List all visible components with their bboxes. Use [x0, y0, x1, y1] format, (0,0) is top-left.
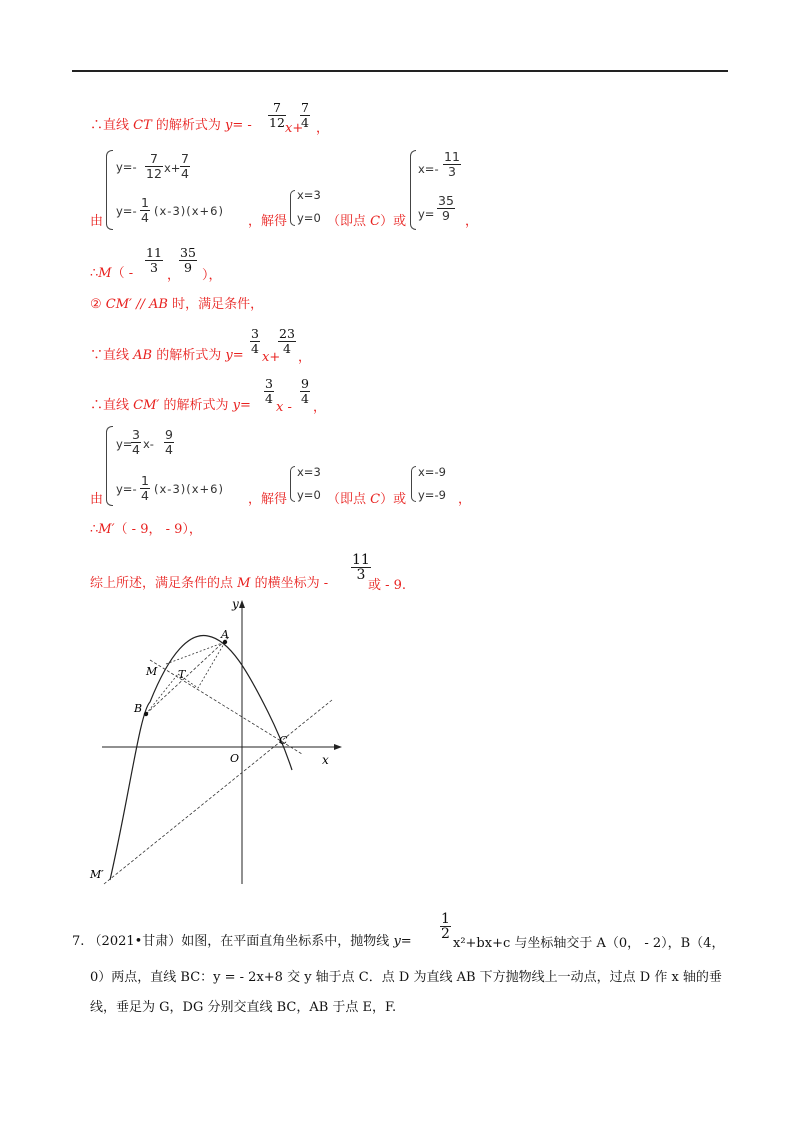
- denominator: 3: [356, 567, 366, 583]
- text: （即点: [327, 214, 371, 229]
- text: y=-: [116, 204, 137, 218]
- text: y=-: [116, 482, 137, 496]
- fraction: [140, 474, 150, 503]
- fraction: [164, 428, 174, 457]
- denominator: 4: [282, 341, 291, 356]
- label-o: O: [230, 752, 240, 765]
- problem-7-line-1: [72, 934, 412, 950]
- line-at: [198, 642, 225, 688]
- text: y=: [393, 934, 412, 949]
- denominator: 12: [146, 166, 162, 181]
- text: [327, 214, 406, 230]
- label-c: C: [279, 734, 288, 747]
- text: 由: [90, 492, 104, 507]
- text: y=-: [116, 160, 137, 174]
- numerator: 9: [165, 427, 173, 442]
- denominator: 4: [301, 115, 309, 130]
- text: C: [370, 492, 381, 507]
- text: 时，满足条件，: [167, 297, 264, 312]
- text: y=: [232, 398, 251, 413]
- numerator: 35: [438, 193, 454, 208]
- numerator: 35: [180, 245, 196, 260]
- numerator: 7: [145, 152, 163, 167]
- text: // AB: [136, 297, 168, 312]
- system-brace: [106, 426, 113, 506]
- ab-expression-line: [90, 348, 244, 364]
- label-mprime: M′: [90, 868, 104, 881]
- text: ∴直线: [90, 118, 134, 133]
- text: 的解析式为: [159, 398, 233, 413]
- point-m-line: [90, 266, 133, 282]
- text: （2021•甘肃）如图，在平面直角坐标系中，抛物线: [88, 934, 394, 949]
- text: ②: [90, 297, 102, 312]
- cm-expression-line: [90, 398, 251, 414]
- text: ，: [465, 214, 479, 229]
- point-mprime-line: [90, 522, 202, 538]
- solution: y=0: [297, 488, 321, 502]
- fraction: [145, 246, 163, 275]
- parabola-figure: [80, 592, 350, 892]
- text: x+: [285, 121, 304, 136]
- system-brace: [411, 466, 416, 502]
- text: ，: [167, 268, 181, 283]
- label-y: y: [232, 597, 239, 611]
- line-ma: [166, 642, 225, 664]
- solution: x=-9: [418, 465, 446, 479]
- fraction: [140, 196, 150, 225]
- system-brace: [410, 150, 416, 230]
- fraction: [180, 152, 190, 181]
- x-axis-arrow-icon: [334, 744, 342, 750]
- denominator: 9: [183, 260, 192, 275]
- numerator: 3: [265, 376, 273, 391]
- text: 的解析式为: [151, 118, 226, 133]
- text: ∵直线: [90, 348, 134, 363]
- denominator: 12: [269, 115, 285, 130]
- point-b: [144, 712, 148, 716]
- fraction: [179, 246, 197, 275]
- solution: x=-: [418, 162, 439, 176]
- system-brace: [290, 466, 295, 502]
- numerator: 7: [181, 151, 189, 166]
- text: CM′: [133, 398, 160, 413]
- text: ，: [458, 492, 472, 507]
- denominator: 4: [265, 391, 273, 406]
- text: 由: [90, 214, 104, 229]
- line-bt: [146, 674, 178, 714]
- numerator: 3: [251, 326, 259, 341]
- text: ∴: [90, 266, 99, 281]
- text: x+: [262, 350, 281, 365]
- text: 综上所述，满足条件的点: [90, 576, 238, 591]
- denominator: 4: [141, 488, 149, 503]
- text: 的解析式为: [152, 348, 226, 363]
- fraction: [131, 428, 141, 457]
- text: ，解得: [248, 492, 288, 507]
- text: C: [370, 214, 381, 229]
- text: y= -: [225, 118, 252, 133]
- system-equation: [116, 160, 137, 174]
- denominator: 4: [301, 391, 309, 406]
- fraction: [268, 101, 286, 130]
- solution: y=0: [297, 211, 321, 225]
- denominator: 4: [181, 166, 189, 181]
- numerator: 23: [279, 326, 295, 341]
- problem-7-line-2: 0）两点，直线 BC：y = - 2x+8 交 y 轴于点 C．点 D 为直线 AB 下方抛物线上一动点，过点 D 作 x 轴的垂: [90, 970, 722, 985]
- solution: x=3: [297, 465, 321, 479]
- numerator: 1: [141, 473, 149, 488]
- numerator: 7: [268, 101, 286, 116]
- numerator: 11: [146, 245, 162, 260]
- parabola-curve: [110, 636, 292, 880]
- text: y=: [225, 348, 244, 363]
- numerator: 1: [441, 911, 450, 927]
- solution: y=: [418, 207, 435, 221]
- text: M: [98, 266, 112, 281]
- denominator: 2: [441, 926, 450, 942]
- text: M: [237, 576, 251, 591]
- text: x-: [143, 437, 154, 451]
- system-brace: [106, 150, 113, 230]
- numerator: 7: [301, 100, 309, 115]
- fraction: [440, 912, 451, 941]
- text: ），: [202, 268, 222, 283]
- solution: y=-9: [418, 488, 446, 502]
- fraction: [300, 377, 310, 406]
- text: 的横坐标为 -: [250, 576, 329, 591]
- text: ，: [313, 400, 327, 415]
- denominator: 3: [447, 164, 456, 179]
- fraction: [250, 327, 260, 356]
- text: AB: [133, 348, 153, 363]
- numerator: 11: [352, 552, 370, 568]
- text: x -: [276, 400, 292, 415]
- text: ∴直线: [90, 398, 134, 413]
- label-b: B: [134, 702, 143, 715]
- text: [327, 492, 406, 508]
- line-cm-prime: [104, 700, 332, 884]
- text: ）或: [380, 214, 407, 229]
- numerator: 1: [141, 195, 149, 210]
- label-x: x: [322, 753, 329, 767]
- header-rule: [72, 70, 728, 72]
- text: x²+bx+c 与坐标轴交于 A（0， - 2），B（4，: [453, 936, 725, 951]
- summary-line: [90, 576, 328, 592]
- numerator: 3: [132, 427, 140, 442]
- system-brace: [290, 190, 295, 226]
- fraction: [278, 327, 296, 356]
- denominator: 4: [132, 442, 140, 457]
- numerator: 9: [301, 376, 309, 391]
- text: ，解得: [248, 214, 288, 229]
- line-ab: [146, 636, 230, 714]
- label-m: M: [146, 665, 158, 678]
- text: （即点: [327, 492, 371, 507]
- label-t: T: [178, 668, 186, 681]
- fraction: [437, 194, 455, 223]
- text: ）或: [380, 492, 407, 507]
- text: ，: [298, 350, 312, 365]
- text: y=: [116, 437, 133, 451]
- text: x+: [164, 161, 181, 175]
- text: CM′: [101, 297, 137, 312]
- fraction: [264, 377, 274, 406]
- denominator: 3: [149, 260, 158, 275]
- text: CT: [133, 118, 152, 133]
- text: M′: [98, 522, 115, 537]
- fraction: [443, 150, 461, 179]
- text: 或 - 9.: [368, 578, 407, 593]
- fraction: [145, 152, 163, 181]
- denominator: 9: [441, 208, 450, 223]
- text: （ - 9， - 9），: [114, 522, 202, 537]
- text: ∴: [90, 522, 99, 537]
- text: (x-3)(x+6): [154, 204, 224, 218]
- fraction: [300, 101, 310, 130]
- y-axis-arrow-icon: [239, 600, 245, 608]
- denominator: 4: [251, 341, 259, 356]
- denominator: 4: [165, 442, 173, 457]
- ct-expression-line: [90, 118, 252, 134]
- solution: x=3: [297, 188, 321, 202]
- text: ，: [316, 121, 330, 136]
- problem-7-line-3: 线，垂足为 G，DG 分别交直线 BC，AB 于点 E，F.: [90, 1000, 397, 1015]
- problem-number: 7.: [72, 934, 85, 949]
- text: （ -: [111, 266, 134, 281]
- numerator: 11: [444, 149, 460, 164]
- text: (x-3)(x+6): [154, 482, 224, 496]
- denominator: 4: [141, 210, 149, 225]
- case-2-line: [90, 297, 263, 313]
- label-a: A: [221, 628, 229, 641]
